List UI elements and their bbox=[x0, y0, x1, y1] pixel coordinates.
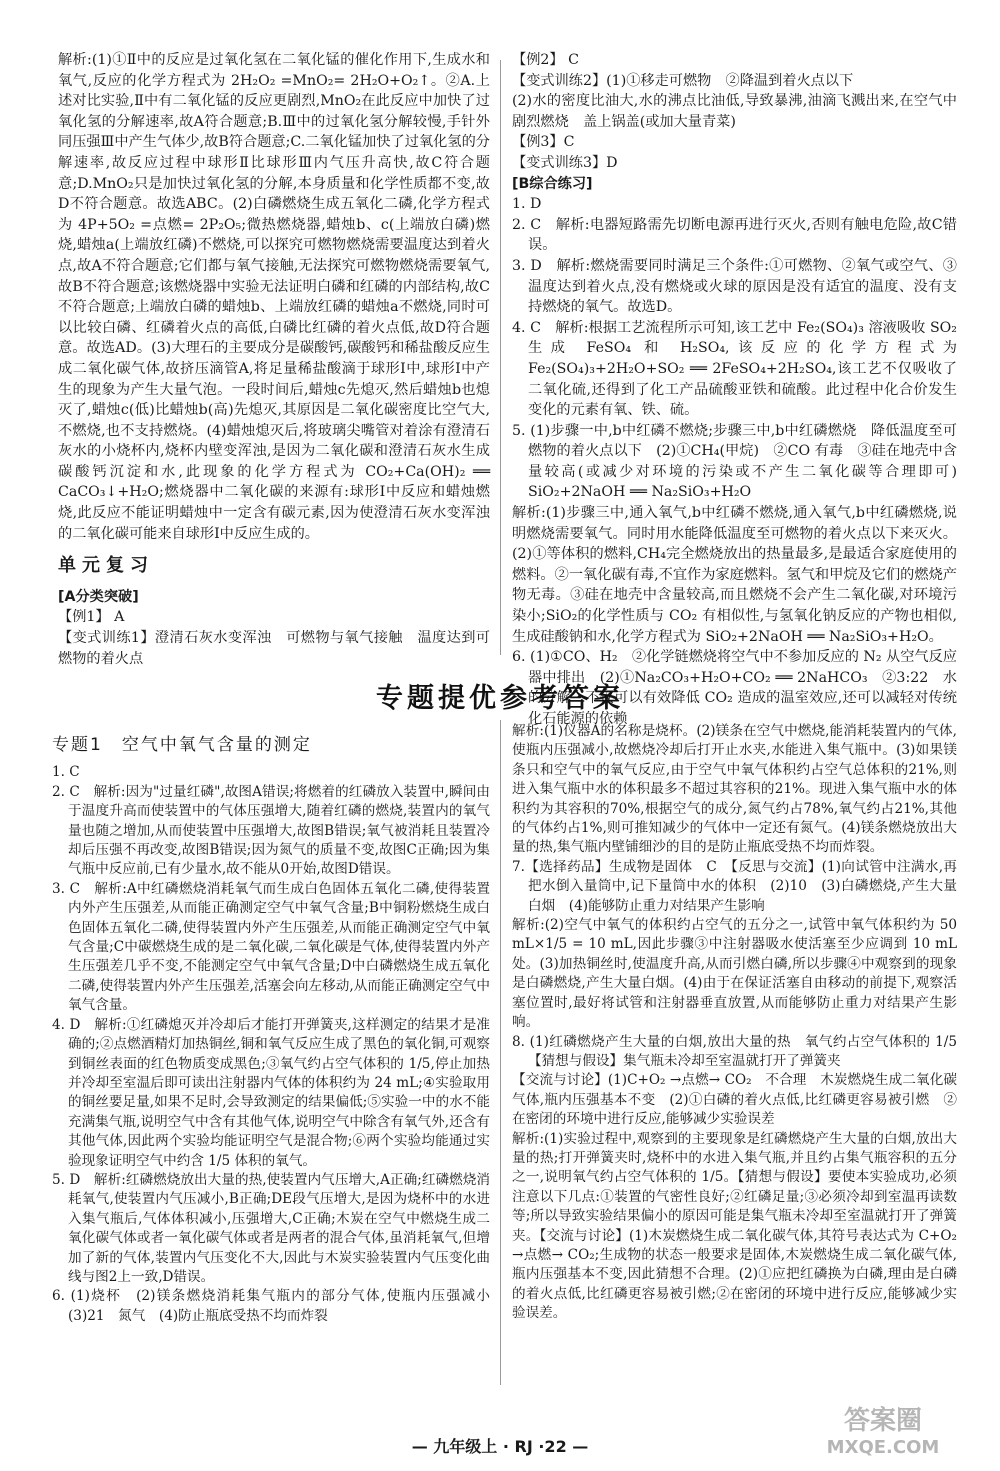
top-left-column bbox=[58, 50, 490, 669]
answer-analysis: 解析:(1)实验过程中,观察到的主要现象是红磷燃烧产生大量的白烟,放出大量的热;打开弹簧夹时,烧杯中的水进入集气瓶,并且约占集气瓶容积的五分之一,说明氧气约占空气体积的 1/5。【猜想与假设】要使本实验成功,必须注意以下几点:①装置的气密性良好;②红磷足量;③必须冷却到室温再读数等;所以导致实验结果偏小的原因可能是集气瓶未冷却至室温就打开了弹簧夹。【交流与讨论】(1)木炭燃烧生成二氧化碳气体,其符号表达式为 C+O₂ →点燃→ CO₂;生成物的状态一般要求是固体,木炭燃烧生成二氧化碳气体,瓶内压强基本不变,因此猜想不合理。(2)①应把红磷换为白磷,理由是白磷的着火点低,比红磷更容易被引燃;②在密闭的环境中进行反应,能够减少实验误差。 bbox=[512, 1130, 957, 1322]
top-right-column bbox=[512, 50, 972, 730]
topic-title: 专题1 空气中氧气含量的测定 bbox=[52, 735, 312, 755]
answer-item: 1. D bbox=[512, 196, 542, 213]
watermark-line1: 答案圈 bbox=[843, 1406, 923, 1436]
bottom-left-column bbox=[52, 732, 504, 1326]
answer-line: 【变式训练3】D bbox=[512, 154, 618, 171]
answer-item: 3. C 解析:A中红磷燃烧消耗氧气而生成白色固体五氧化二磷,使得装置内外产生压强差,从而能正确测定空气中氧气含量;B中铜粉燃烧生成白色固体五氧化二磷,使得装置内外产生压强差,从而能正确测定空气中氧气含量;C中碳燃烧生成的是二氧化碳,二氧化碳是气体,使得装置内外产生压强差几乎不变,不能测定空气中氧气含量;D中白磷燃烧生成五氧化二磷,使得装置内外产生压强差,活塞会向左移动,从而能正确测定空气中氧气含量。 bbox=[52, 880, 490, 1014]
answer-item: 8. (1)红磷燃烧产生大量的白烟,放出大量的热 氧气约占空气体积的 1/5 【猜想与假设】集气瓶未冷却至室温就打开了弹簧夹 bbox=[512, 1033, 971, 1069]
answer-analysis: 解析:(1)步骤三中,通入氧气,b中红磷不燃烧,通入氧气,b中红磷燃烧,说明燃烧需要氧气。同时用水能降低温度至可燃物的着火点以下来灭火。(2)①等体积的燃料,CH₄完全燃烧放出的热量最多,是最适合家庭使用的燃料。②一氧化碳有毒,不宜作为家庭燃料。氢气和甲烷及它们的燃烧产物无毒。③硅在地壳中含量较高,而且燃烧不会产生二氧化碳,对环境污染小;SiO₂的化学性质与 CO₂ 有相似性,与氢氧化钠反应的产物也相似,生成硅酸钠和水,化学方程式为 SiO₂+2NaOH ══ Na₂SiO₃+H₂O。 bbox=[512, 505, 957, 645]
answer-item: 5. D 解析:红磷燃烧放出大量的热,使装置内气压增大,A正确;红磷燃烧消耗氧气,使装置内气压减小,B正确;DE段气压增大,是因为烧杯中的水进入集气瓶后,气体体积减小,压强增大,C正确;木炭在空气中燃烧生成二氧化碳气体或者一氧化碳气体或者是两者的混合气体,虽消耗氧气,但增加了新的气体,装置内气压变化不大,因此与木炭实验装置内气压变化曲线与图2上一致,D错误。 bbox=[52, 1171, 490, 1285]
answer-item: 6. (1)烧杯 (2)镁条燃烧消耗集气瓶内的部分气体,使瓶内压强减小 (3)21 氮气 (4)防止瓶底受热不均而炸裂 bbox=[52, 1288, 504, 1324]
section-main-title: 专题提优参考答案 bbox=[376, 683, 624, 714]
answer-paragraph: 解析:(1)①Ⅱ中的反应是过氧化氢在二氧化锰的催化作用下,生成水和氧气,反应的化学方程式为 2H₂O₂ =MnO₂= 2H₂O+O₂↑。②A.上述对比实验,Ⅱ中有二氧化锰的反应更剧烈,MnO₂在此反应中加快了过氧化氢的分解速率,故A符合题意;B.Ⅲ中的过氧化氢分解较慢,手针外同压强Ⅲ中产生气体少,故B符合题意;C.二氧化锰加快了过氧化氢的分解速率,故反应过程中球形Ⅱ比球形Ⅲ内气压升高快,故C符合题意;D.MnO₂只是加快过氧化氢的分解,本身质量和化学性质都不变,故D不符合题意。故选ABC。(2)白磷燃烧生成五氧化二磷,化学方程式为 4P+5O₂ =点燃= 2P₂O₅;微热燃烧器,蜡烛b、c(上端放白磷)燃烧,蜡烛a(上端放红磷)不燃烧,可以探究可燃物燃烧需要温度达到着火点,故A不符合题意;它们都与氧气接触,无法探究可燃物燃烧需要氧气,故B不符合题意;该燃烧器中实验无法证明白磷和红磷的内部结构,故C不符合题意;上端放白磷的蜡烛b、上端放红磷的蜡烛a不燃烧,同时可以比较白磷、红磷着火点的高低,白磷比红磷的着火点低,故D符合题意。故选AD。(3)大理石的主要成分是碳酸钙,碳酸钙和稀盐酸反应生成二氧化碳气体,故挤压滴管A,将足量稀盐酸滴于球形Ⅰ中,球形Ⅰ中产生的现象为产生大量气泡。一段时间后,蜡烛c先熄灭,然后蜡烛b也熄灭了,蜡烛c(低)比蜡烛b(高)先熄灭,其原因是二氧化碳密度比空气大,不燃烧,也不支持燃烧。(4)蜡烛熄灭后,将玻璃尖嘴管对着涂有澄清石灰水的小烧杯内,烧杯内壁变浑浊,是因为二氧化碳和澄清石灰水生成碳酸钙沉淀和水,此现象的化学方程式为 CO₂+Ca(OH)₂ ══ CaCO₃↓+H₂O;燃烧器中二氧化碳的来源有:球形Ⅰ中反应和蜡烛燃烧,此反应不能证明蜡烛中一定含有碳元素,因为使澄清石灰水变浑浊的二氧化碳可能来自球形Ⅰ中反应生成的。 bbox=[58, 52, 490, 542]
answer-analysis: 解析:(1)仪器A的名称是烧杯。(2)镁条在空气中燃烧,能消耗装置内的气体,使瓶内压强减小,故燃烧冷却后打开止水夹,水能进入集气瓶中。(3)如果镁条只和空气中的氧气反应,由于空气中氧气体积约占空气总体积的21%,则进入集气瓶中水的体积最多不超过其容积的21%。现进入集气瓶中水的体积约为其容积的70%,根据空气的成分,氮气约占78%,氧气约占21%,其他的气体约占1%,则可推知减少的气体中一定还有氮气。(4)镁条燃烧放出大量的热,集气瓶内壁铺细沙的目的是防止瓶底受热不均而炸裂。 bbox=[512, 723, 957, 856]
column-divider bbox=[500, 60, 501, 655]
unit-review-title: 单元复习 bbox=[58, 555, 154, 577]
answer-line: 【变式训练2】(1)①移走可燃物 ②降温到着火点以下 bbox=[512, 72, 854, 89]
watermark-logo bbox=[788, 1399, 978, 1459]
answer-item: 2. C 解析:电器短路需先切断电源再进行灭火,否则有触电危险,故C错误。 bbox=[512, 216, 957, 254]
answer-line: [B综合练习] bbox=[512, 175, 593, 192]
answer-line: 【例2】 C bbox=[512, 52, 579, 68]
answer-item: 6. (1)①CO、H₂ ②化学链燃烧将空气中不参加反应的 N₂ 从空气反应器中排出 (2)①Na₂CO₃+H₂O+CO₂ ══ 2NaHCO₃ ②3:22 水的分解 不仅可以有效降低 CO₂ 造成的温室效应,还可以减轻对传统化石能源的依赖 bbox=[512, 649, 957, 727]
answer-item: 1. C bbox=[52, 764, 80, 781]
answer-line: 【交流与讨论】(1)C+O₂ →点燃→ CO₂ 不合理 木炭燃烧生成二氧化碳气体,瓶内压强基本不变 (2)①白磷的着火点低,比红磷更容易被引燃 ②在密闭的环境中进行反应,能够减少实验误差 bbox=[512, 1072, 957, 1128]
answer-item: 7.【选择药品】生成物是固体 C 【反思与交流】(1)向试管中注满水,再把水倒入量筒中,记下量筒中水的体积 (2)10 (3)白磷燃烧,产生大量白烟 (4)能够防止重力对结果产生影响 bbox=[512, 858, 957, 914]
answer-item: 4. C 解析:根据工艺流程所示可知,该工艺中 Fe₂(SO₄)₃ 溶液吸收 SO₂ 生成 FeSO₄ 和 H₂SO₄,该反应的化学方程式为 Fe₂(SO₄)₃+2H₂O+SO₂ ══ 2FeSO₄+2H₂SO₄,该工艺不仅吸收了二氧化硫,还得到了化工产品硫酸亚铁和硫酸。此过程中化合价发生变化的元素有氧、铁、硫。 bbox=[512, 319, 957, 419]
answer-line: 【例3】C bbox=[512, 134, 575, 151]
answer-item: 5. (1)步骤一中,b中红磷不燃烧;步骤三中,b中红磷燃烧 降低温度至可燃物的着火点以下 (2)①CH₄(甲烷) ②CO 有毒 ③硅在地壳中含量较高(或减少对环境的污染或不产生二氧化碳等合理即可) SiO₂+2NaOH ══ Na₂SiO₃+H₂O bbox=[512, 422, 972, 501]
answer-item: 2. C 解析:因为"过量红磷",故图A错误;将燃着的红磷放入装置中,瞬间由于温度升高而使装置中的气体压强增大,随着红磷的燃烧,装置内的氧气量也随之增加,从而使装置中压强增大,故图B错误;氧气被消耗且装置冷却后压强不再改变,故图B错误;因为氮气的质量不变,故图C正确;因为集气瓶中反应前,已有少量水,故不能从0开始,故图D错误。 bbox=[52, 783, 490, 878]
answer-line: 【例1】 A bbox=[58, 609, 125, 626]
page-footer: — 九年级上 · RJ ·22 — bbox=[411, 1437, 589, 1456]
watermark-line2: MXQE.COM bbox=[826, 1437, 940, 1458]
answer-line: 【变式训练1】澄清石灰水变浑浊 可燃物与氧气接触 温度达到可燃物的着火点 bbox=[58, 630, 490, 667]
answer-analysis: 解析:(2)空气中氧气的体积约占空气的五分之一,试管中氧气体积约为 50 mL×1/5 = 10 mL,因此步骤③中注射器吸水使活塞至少应调到 10 mL 处。(3)加热铜丝时,使温度升高,从而引燃白磷,所以步骤④中观察到的现象是白磷燃烧,产生大量白烟。(4)由于在保证活塞自由移动的前提下,观察活塞位置时,最好将试管和注射器垂直放置,从而能够防止重力对结果产生影响。 bbox=[512, 917, 957, 1031]
bottom-right-column bbox=[512, 722, 971, 1324]
answer-item: 3. D 解析:燃烧需要同时满足三个条件:①可燃物、②氧气或空气、③温度达到着火点,没有燃烧或火球的原因是没有适宜的温度、没有支持燃烧的氧气。故选D。 bbox=[512, 257, 957, 316]
column-divider bbox=[500, 720, 501, 1385]
answer-line: (2)水的密度比油大,水的沸点比油低,导致暴沸,油滴飞溅出来,在空气中剧烈燃烧 盖上锅盖(或加大量青菜) bbox=[512, 93, 957, 130]
answer-item: 4. D 解析:①红磷熄灭并冷却后才能打开弹簧夹,这样测定的结果才是准确的;②点燃酒精灯加热铜丝,铜和氧气反应生成了黑色的氧化铜,可观察到铜丝表面的红色物质变成黑色;③氧气约占空气体积的 1/5,停止加热并冷却至室温后即可读出注射器内气体的体积约为 24 mL;④实验取用的铜丝要足量,如果不足时,会导致测定的结果偏低;⑤实验一中的水不能充满集气瓶,说明空气中含有其他气体,说明空气中除含有氧气外,还含有其他气体,因此两个实验均能证明空气是混合物;⑥两个实验均能通过实验现象证明空气中约含 1/5 体积的氧气。 bbox=[52, 1016, 490, 1169]
answer-line: [A分类突破] bbox=[58, 588, 139, 605]
